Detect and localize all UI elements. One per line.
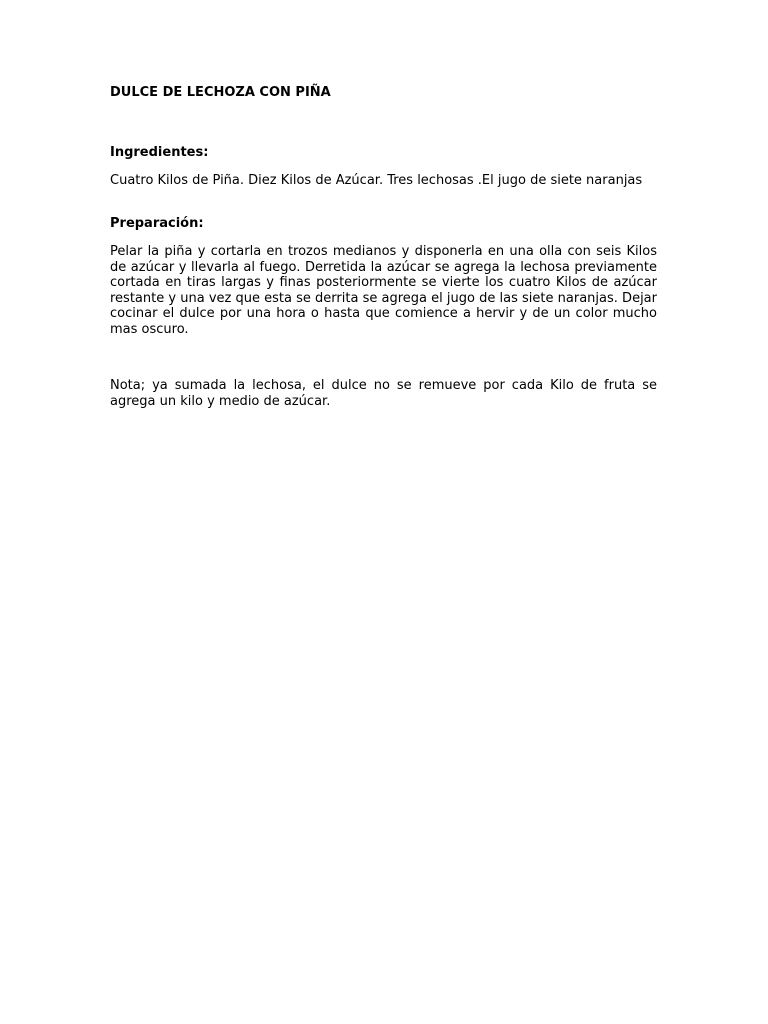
recipe-title: DULCE DE LECHOZA CON PIÑA	[110, 85, 331, 100]
note-paragraph: Nota; ya sumada la lechosa, el dulce no se remueve por cada Kilo de fruta se agrega un kilo y medio de azúcar.	[110, 378, 657, 409]
preparation-paragraph: Pelar la piña y cortarla en trozos medianos y disponerla en una olla con seis Kilos de azúcar y llevarla al fuego. Derretida la azúcar se agrega la lechosa previamente cortada en tiras largas y finas posteriormente se vierte los cuatro Kilos de azúcar restante y una vez que esta se derrita se agrega el jugo de las siete naranjas. Dejar cocinar el dulce por una hora o hasta que comience a hervir y de un color mucho mas oscuro.	[110, 244, 657, 337]
ingredients-paragraph: Cuatro Kilos de Piña. Diez Kilos de Azúcar. Tres lechosas .El jugo de siete naranjas	[110, 173, 643, 188]
preparation-heading: Preparación:	[110, 216, 204, 231]
ingredients-heading: Ingredientes:	[110, 145, 209, 160]
